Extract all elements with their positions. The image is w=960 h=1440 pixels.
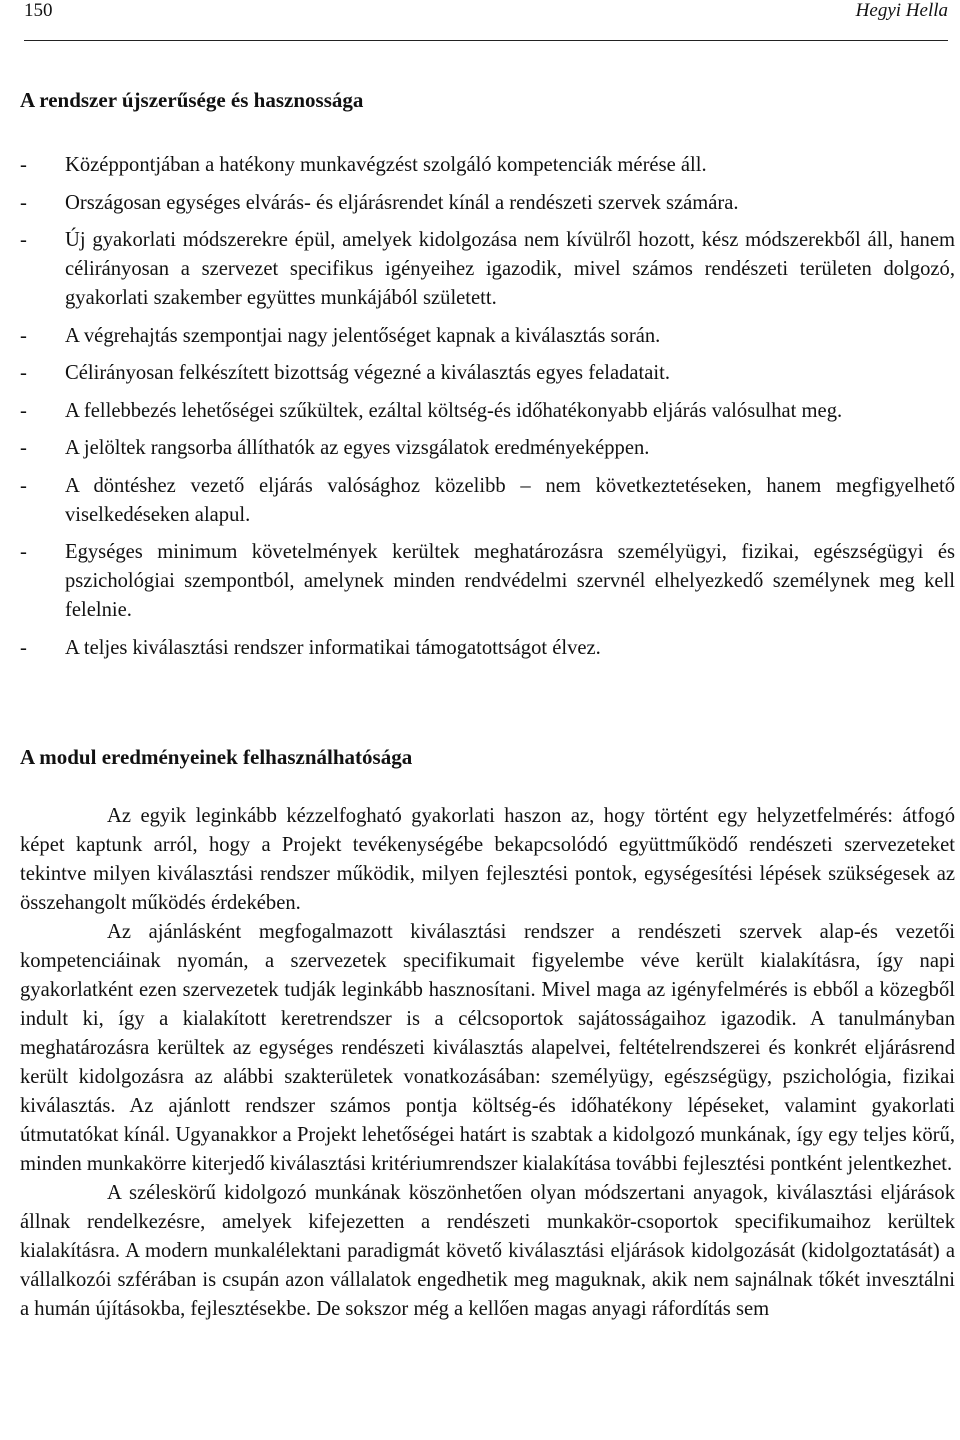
paragraph: A széleskörű kidolgozó munkának köszönhetően olyan módszertani anyagok, kiválasztási eljárások állnak rendelkezésre, amelyek kifejezetten a rendészeti munkakör-csoportok specifikumaihoz kerültek kialakításra. A modern munkalélektani paradigmát követő kiválasztási eljárások kidolgozását (kidolgoztatását) a vállalkozói szférában is csupán azon vállalatok engedhetik meg maguknak, akik nem sajnálnak tőkét invesztálni a humán újításokba, fejlesztésekbe. De sokszor még a kellően magas anyagi ráfordítás sem (20, 1182, 955, 1320)
bullet-dash: - (20, 229, 27, 251)
body-text (20, 802, 955, 1324)
bullet-dash: - (20, 541, 27, 563)
section-heading-usability: A modul eredményeinek felhasználhatósága (20, 745, 413, 769)
page-number: 150 (24, 0, 53, 21)
section-heading-novelty: A rendszer újszerűsége és hasznossága (20, 88, 364, 112)
running-header (24, 0, 948, 41)
header-author: Hegyi Hella (855, 0, 948, 21)
list-item: - Egységes minimum követelmények kerültek meghatározásra személyügyi, fizikai, egészségügyi és pszichológiai szempontból, amelynek minden rendvédelmi szervnél elhelyezkedő személynek meg kell felelnie. (20, 538, 955, 625)
list-item: - A fellebbezés lehetőségei szűkültek, ezáltal költség-és időhatékonyabb eljárás valósulhat meg. (20, 397, 955, 426)
feature-list (20, 151, 955, 671)
bullet-dash: - (20, 437, 27, 459)
list-item: - Új gyakorlati módszerekre épül, amelyek kidolgozása nem kívülről hozott, kész módszerekből áll, hanem célirányosan a szervezet specifikus igényeihez igazodik, mivel számos rendészeti területen dolgozó, gyakorlati szakember együttes munkájából született. (20, 226, 955, 313)
bullet-dash: - (20, 474, 27, 497)
list-item: - Országosan egységes elvárás- és eljárásrendet kínál a rendészeti szervek számára. (20, 189, 955, 218)
list-item: - A végrehajtás szempontjai nagy jelentőséget kapnak a kiválasztás során. (20, 322, 955, 351)
paragraph: Az egyik leginkább kézzelfogható gyakorlati haszon az, hogy történt egy helyzetfelmérés: átfogó képet kaptunk arról, hogy a Projekt tevékenységébe bekapcsolódó együttműködő rendészeti szervezeteket tekintve milyen kiválasztási rendszer működik, milyen fejlesztési pontok, egységesítési lépések szükségesek az összehangolt működés érdekében. (20, 805, 955, 914)
list-item: - A döntéshez vezető eljárás valósághoz közelibb – nem következtetéseken, hanem megfigyelhető viselkedéseken alapul. (20, 472, 955, 530)
bullet-dash: - (20, 154, 27, 176)
paragraph: Az ajánlásként megfogalmazott kiválasztási rendszer a rendészeti szervek alap-és vezetői kompetenciáinak nyomán, a szervezetek specifikumait figyelembe véve került kialakításra, így napi gyakorlatként ezen szervezetek tudják leginkább hasznosítani. Mivel maga az igényfelmérés is ebből a közegből indult ki, így a kialakított keretrendszer is a célcsoportok sajátosságaihoz igazodik. A tanulmányban meghatározásra kerültek az egységes rendészeti kiválasztás alapelvei, feltételrendszerei és konkrét eljárásrend került kidolgozásra az alábbi szakterületek vonatkozásában: személyügy, egészségügy, pszichológia, fizikai kiválasztás. Az ajánlott rendszer számos pontja költség-és időhatékony lépéseket, valamint gyakorlati útmutatókat kínál. Ugyanakkor a Projekt lehetőségei határt is szabtak a kidolgozó munkának, így egy teljes körű, minden munkakörre kiterjedő kiválasztási kritériumrendszer kialakítása további fejlesztési pontként jelentkezhet. (20, 921, 955, 1175)
list-item: - A jelöltek rangsorba állíthatók az egyes vizsgálatok eredményeképpen. (20, 434, 955, 463)
bullet-dash: - (20, 399, 27, 422)
list-item: - A teljes kiválasztási rendszer informatikai támogatottságot élvez. (20, 634, 955, 663)
list-item: - Célirányosan felkészített bizottság végezné a kiválasztás egyes feladatait. (20, 359, 955, 388)
list-item: - Középpontjában a hatékony munkavégzést szolgáló kompetenciák mérése áll. (20, 151, 955, 180)
bullet-dash: - (20, 324, 27, 347)
bullet-dash: - (20, 636, 27, 659)
bullet-dash: - (20, 362, 27, 384)
bullet-dash: - (20, 191, 27, 214)
